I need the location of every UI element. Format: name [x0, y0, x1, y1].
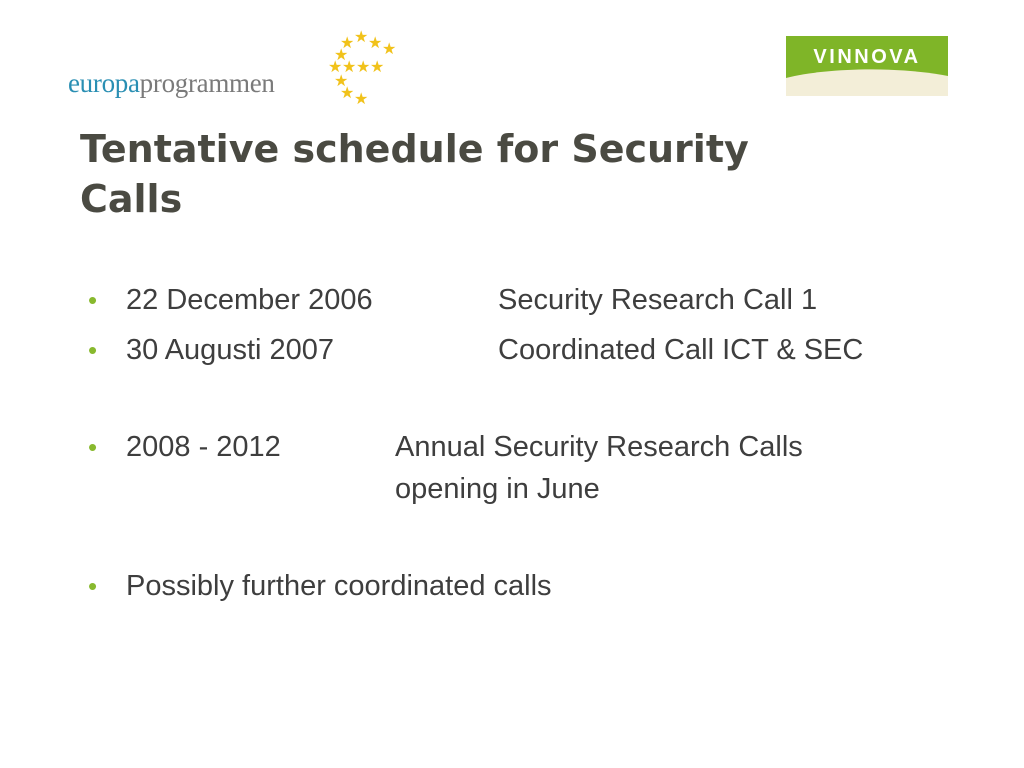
- vinnova-logo: [786, 36, 948, 96]
- title-line-2: Calls: [80, 177, 183, 221]
- svg-text:★: ★: [334, 71, 349, 90]
- svg-text:★: ★: [340, 83, 355, 102]
- schedule-description: Security Research Call 1: [498, 284, 818, 316]
- schedule-date: 2008 - 2012: [126, 431, 281, 463]
- bullet-icon: •: [88, 432, 98, 462]
- eu-stars-icon: [326, 26, 408, 106]
- schedule-description: Coordinated Call ICT & SEC: [498, 334, 864, 366]
- schedule-date: 30 Augusti 2007: [126, 334, 335, 366]
- logo-part-europa: europa: [68, 68, 140, 98]
- svg-text:★: ★: [382, 39, 397, 58]
- logo-wordmark: [68, 70, 275, 97]
- svg-text:★: ★: [334, 45, 349, 64]
- bullet-icon: •: [88, 335, 98, 365]
- svg-text:★: ★: [368, 33, 383, 52]
- europaprogrammen-logo: [68, 26, 408, 106]
- svg-text:★: ★: [354, 89, 369, 106]
- svg-text:★: ★: [370, 57, 385, 76]
- svg-text:★: ★: [340, 33, 355, 52]
- bullet-icon: •: [88, 285, 98, 315]
- schedule-description: Annual Security Research Calls: [395, 431, 803, 463]
- schedule-description-line-2: opening in June: [395, 473, 600, 505]
- logo-part-programmen: programmen: [139, 68, 275, 98]
- slide-title: [80, 124, 880, 224]
- svg-text:★: ★: [356, 57, 371, 76]
- vinnova-wordmark: VINNOVA: [813, 46, 921, 68]
- svg-text:★: ★: [328, 57, 343, 76]
- svg-text:★: ★: [354, 27, 369, 46]
- bullet-icon: •: [88, 571, 98, 601]
- title-line-1: Tentative schedule for Security: [80, 127, 749, 171]
- schedule-date: 22 December 2006: [126, 284, 373, 316]
- svg-text:★: ★: [342, 57, 357, 76]
- bullet-text: Possibly further coordinated calls: [126, 570, 552, 602]
